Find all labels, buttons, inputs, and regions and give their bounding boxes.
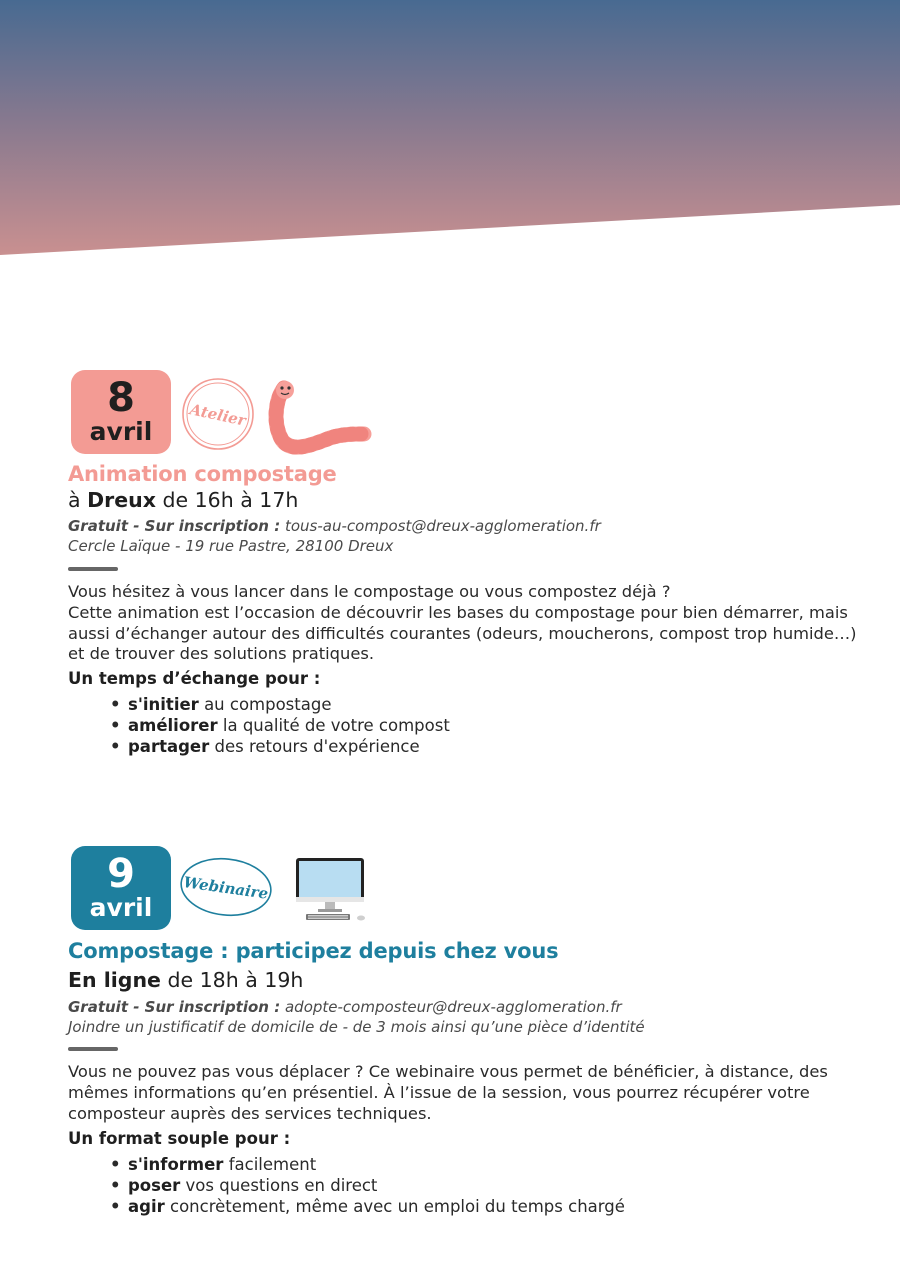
list-item: • s'initier au compostage: [108, 695, 450, 716]
atelier-stamp: [180, 376, 256, 452]
event-1-description: [68, 582, 858, 665]
list-item: • s'informer facilement: [108, 1155, 625, 1176]
event-2-time: de 18h à 19h: [167, 968, 304, 992]
event-1-divider: [68, 567, 118, 571]
event-1-time: de 16h à 17h: [162, 488, 299, 512]
event-2-paragraph-1: Vous ne pouvez pas vous déplacer ? Ce webinaire vous permet de bénéficier, à distance, des mêmes informations qu’en présentiel. À l’issue de la session, vous pourrez récupérer votre composteur auprès des services techniques.: [68, 1062, 828, 1123]
event-1-address: Cercle Laïque - 19 rue Pastre, 28100 Dreux: [68, 537, 394, 555]
event-2-subtitle: [68, 968, 303, 992]
event-1-lead: Un temps d’échange pour :: [68, 669, 321, 688]
event-1-registration: [68, 516, 601, 536]
event-1-subtitle: [68, 488, 298, 512]
event-2-date-month: avril: [89, 893, 153, 922]
event-2-lead: Un format souple pour :: [68, 1129, 291, 1148]
event-1-date-day: 8: [107, 375, 135, 421]
worm-icon: [268, 378, 376, 458]
event-2-email-link[interactable]: adopte-composteur@dreux-agglomeration.fr: [284, 998, 622, 1016]
computer-icon: [294, 856, 370, 924]
list-item: • partager des retours d'expérience: [108, 737, 450, 758]
event-1-paragraph-2: Cette animation est l’occasion de découvrir les bases du compostage pour bien démarrer, mais aussi d’échanger autour des difficultés courantes (odeurs, moucherons, compost trop humide…) et de trouver des solutions pratiques.: [68, 602, 857, 664]
event-2: [68, 846, 868, 1246]
list-item: • agir concrètement, même avec un emploi du temps chargé: [108, 1197, 625, 1218]
event-2-bullet-list: [108, 1155, 625, 1217]
atelier-stamp-label: Atelier: [188, 400, 248, 430]
event-1-registration-label: Gratuit - Sur inscription :: [68, 517, 281, 535]
event-2-note: Joindre un justificatif de domicile de - de 3 mois ainsi qu’une pièce d’identité: [68, 1018, 645, 1036]
event-1-bullet-list: [108, 695, 450, 757]
event-2-description: [68, 1062, 858, 1124]
event-2-divider: [68, 1047, 118, 1051]
webinaire-stamp-label: Webinaire: [182, 873, 270, 903]
header-banner: [0, 0, 900, 260]
event-1-title: Animation compostage: [68, 462, 337, 486]
event-1-email-link[interactable]: tous-au-compost@dreux-agglomeration.fr: [284, 517, 601, 535]
event-2-date-badge: [71, 846, 171, 930]
event-1-date-month: avril: [89, 417, 153, 446]
event-2-registration-label: Gratuit - Sur inscription :: [68, 998, 281, 1016]
webinaire-stamp: [178, 856, 274, 918]
event-2-place: En ligne: [68, 968, 161, 992]
event-1-date-badge: [71, 370, 171, 454]
event-1: [68, 370, 868, 770]
event-1-subtitle-prefix: à: [68, 488, 81, 512]
event-1-paragraph-1: Vous hésitez à vous lancer dans le compostage ou vous compostez déjà ?: [68, 582, 671, 601]
event-2-date-day: 9: [107, 851, 135, 897]
list-item: • poser vos questions en direct: [108, 1176, 625, 1197]
event-2-registration: [68, 997, 622, 1017]
event-1-place: Dreux: [87, 488, 156, 512]
list-item: • améliorer la qualité de votre compost: [108, 716, 450, 737]
event-2-title: Compostage : participez depuis chez vous: [68, 939, 559, 963]
